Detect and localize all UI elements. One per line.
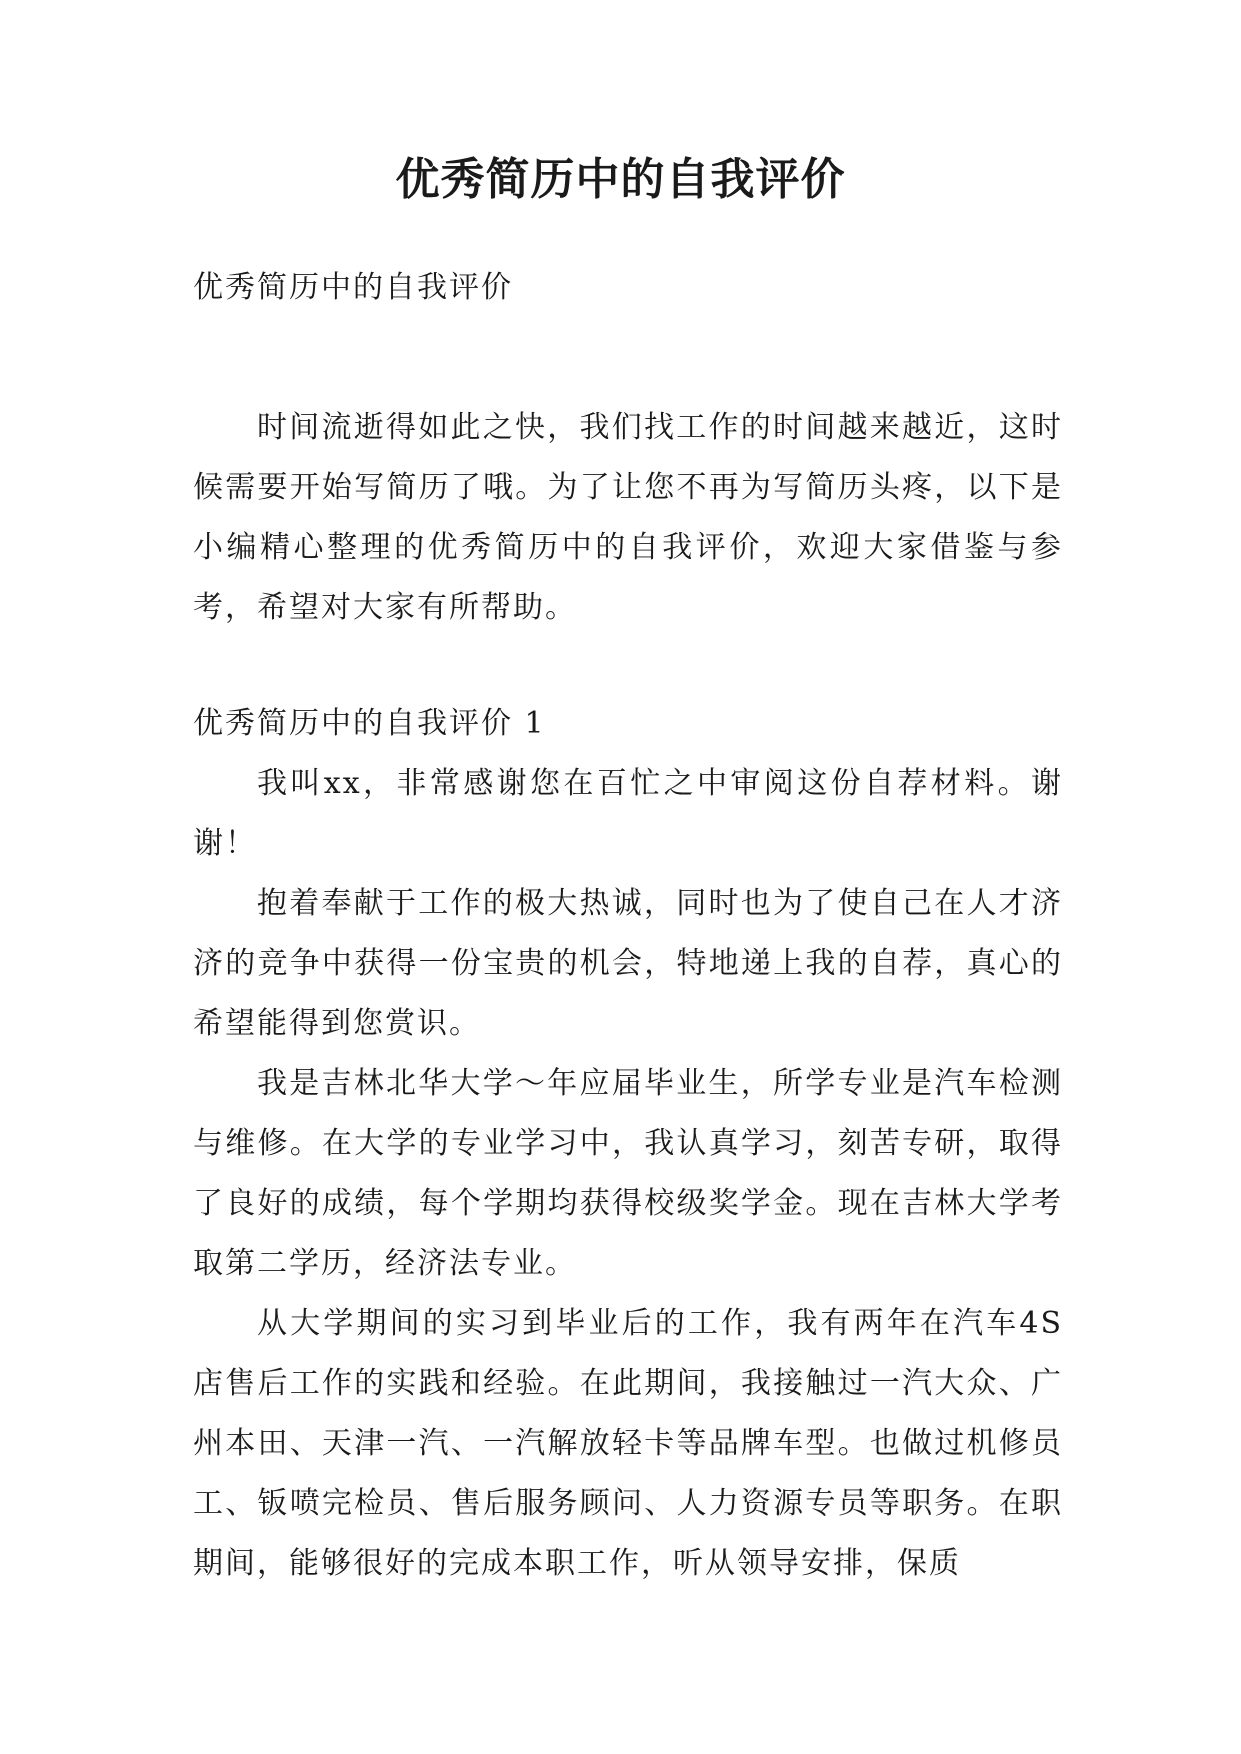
- paragraph-motivation: 抱着奉献于工作的极大热诚，同时也为了使自己在人才济济的竞争中获得一份宝贵的机会，特地递上我的自荐，真心的希望能得到您赏识。: [193, 886, 1063, 1041]
- section-heading-1: 优秀简历中的自我评价 1: [193, 706, 546, 741]
- paragraph-experience: 从大学期间的实习到毕业后的工作，我有两年在汽车4S店售后工作的实践和经验。在此期间，我接触过一汽大众、广州本田、天津一汽、一汽解放轻卡等品牌车型。也做过机修员工、钣喷完检员、售后服务顾问、人力资源专员等职务。在职期间，能够很好的完成本职工作，听从领导安排，保质: [193, 1306, 1063, 1581]
- document-title: 优秀简历中的自我评价: [395, 154, 846, 205]
- paragraph-education: 我是吉林北华大学～年应届毕业生，所学专业是汽车检测与维修。在大学的专业学习中，我认真学习，刻苦专研，取得了良好的成绩，每个学期均获得校级奖学金。现在吉林大学考取第二学历，经济法专业。: [193, 1066, 1063, 1281]
- document-subtitle: 优秀简历中的自我评价: [193, 270, 513, 305]
- paragraph-self-intro: 我叫xx，非常感谢您在百忙之中审阅这份自荐材料。谢谢！: [193, 766, 1063, 861]
- intro-paragraph: 时间流逝得如此之快，我们找工作的时间越来越近，这时候需要开始写简历了哦。为了让您不再为写简历头疼，以下是小编精心整理的优秀简历中的自我评价，欢迎大家借鉴与参考，希望对大家有所帮助。: [193, 410, 1063, 625]
